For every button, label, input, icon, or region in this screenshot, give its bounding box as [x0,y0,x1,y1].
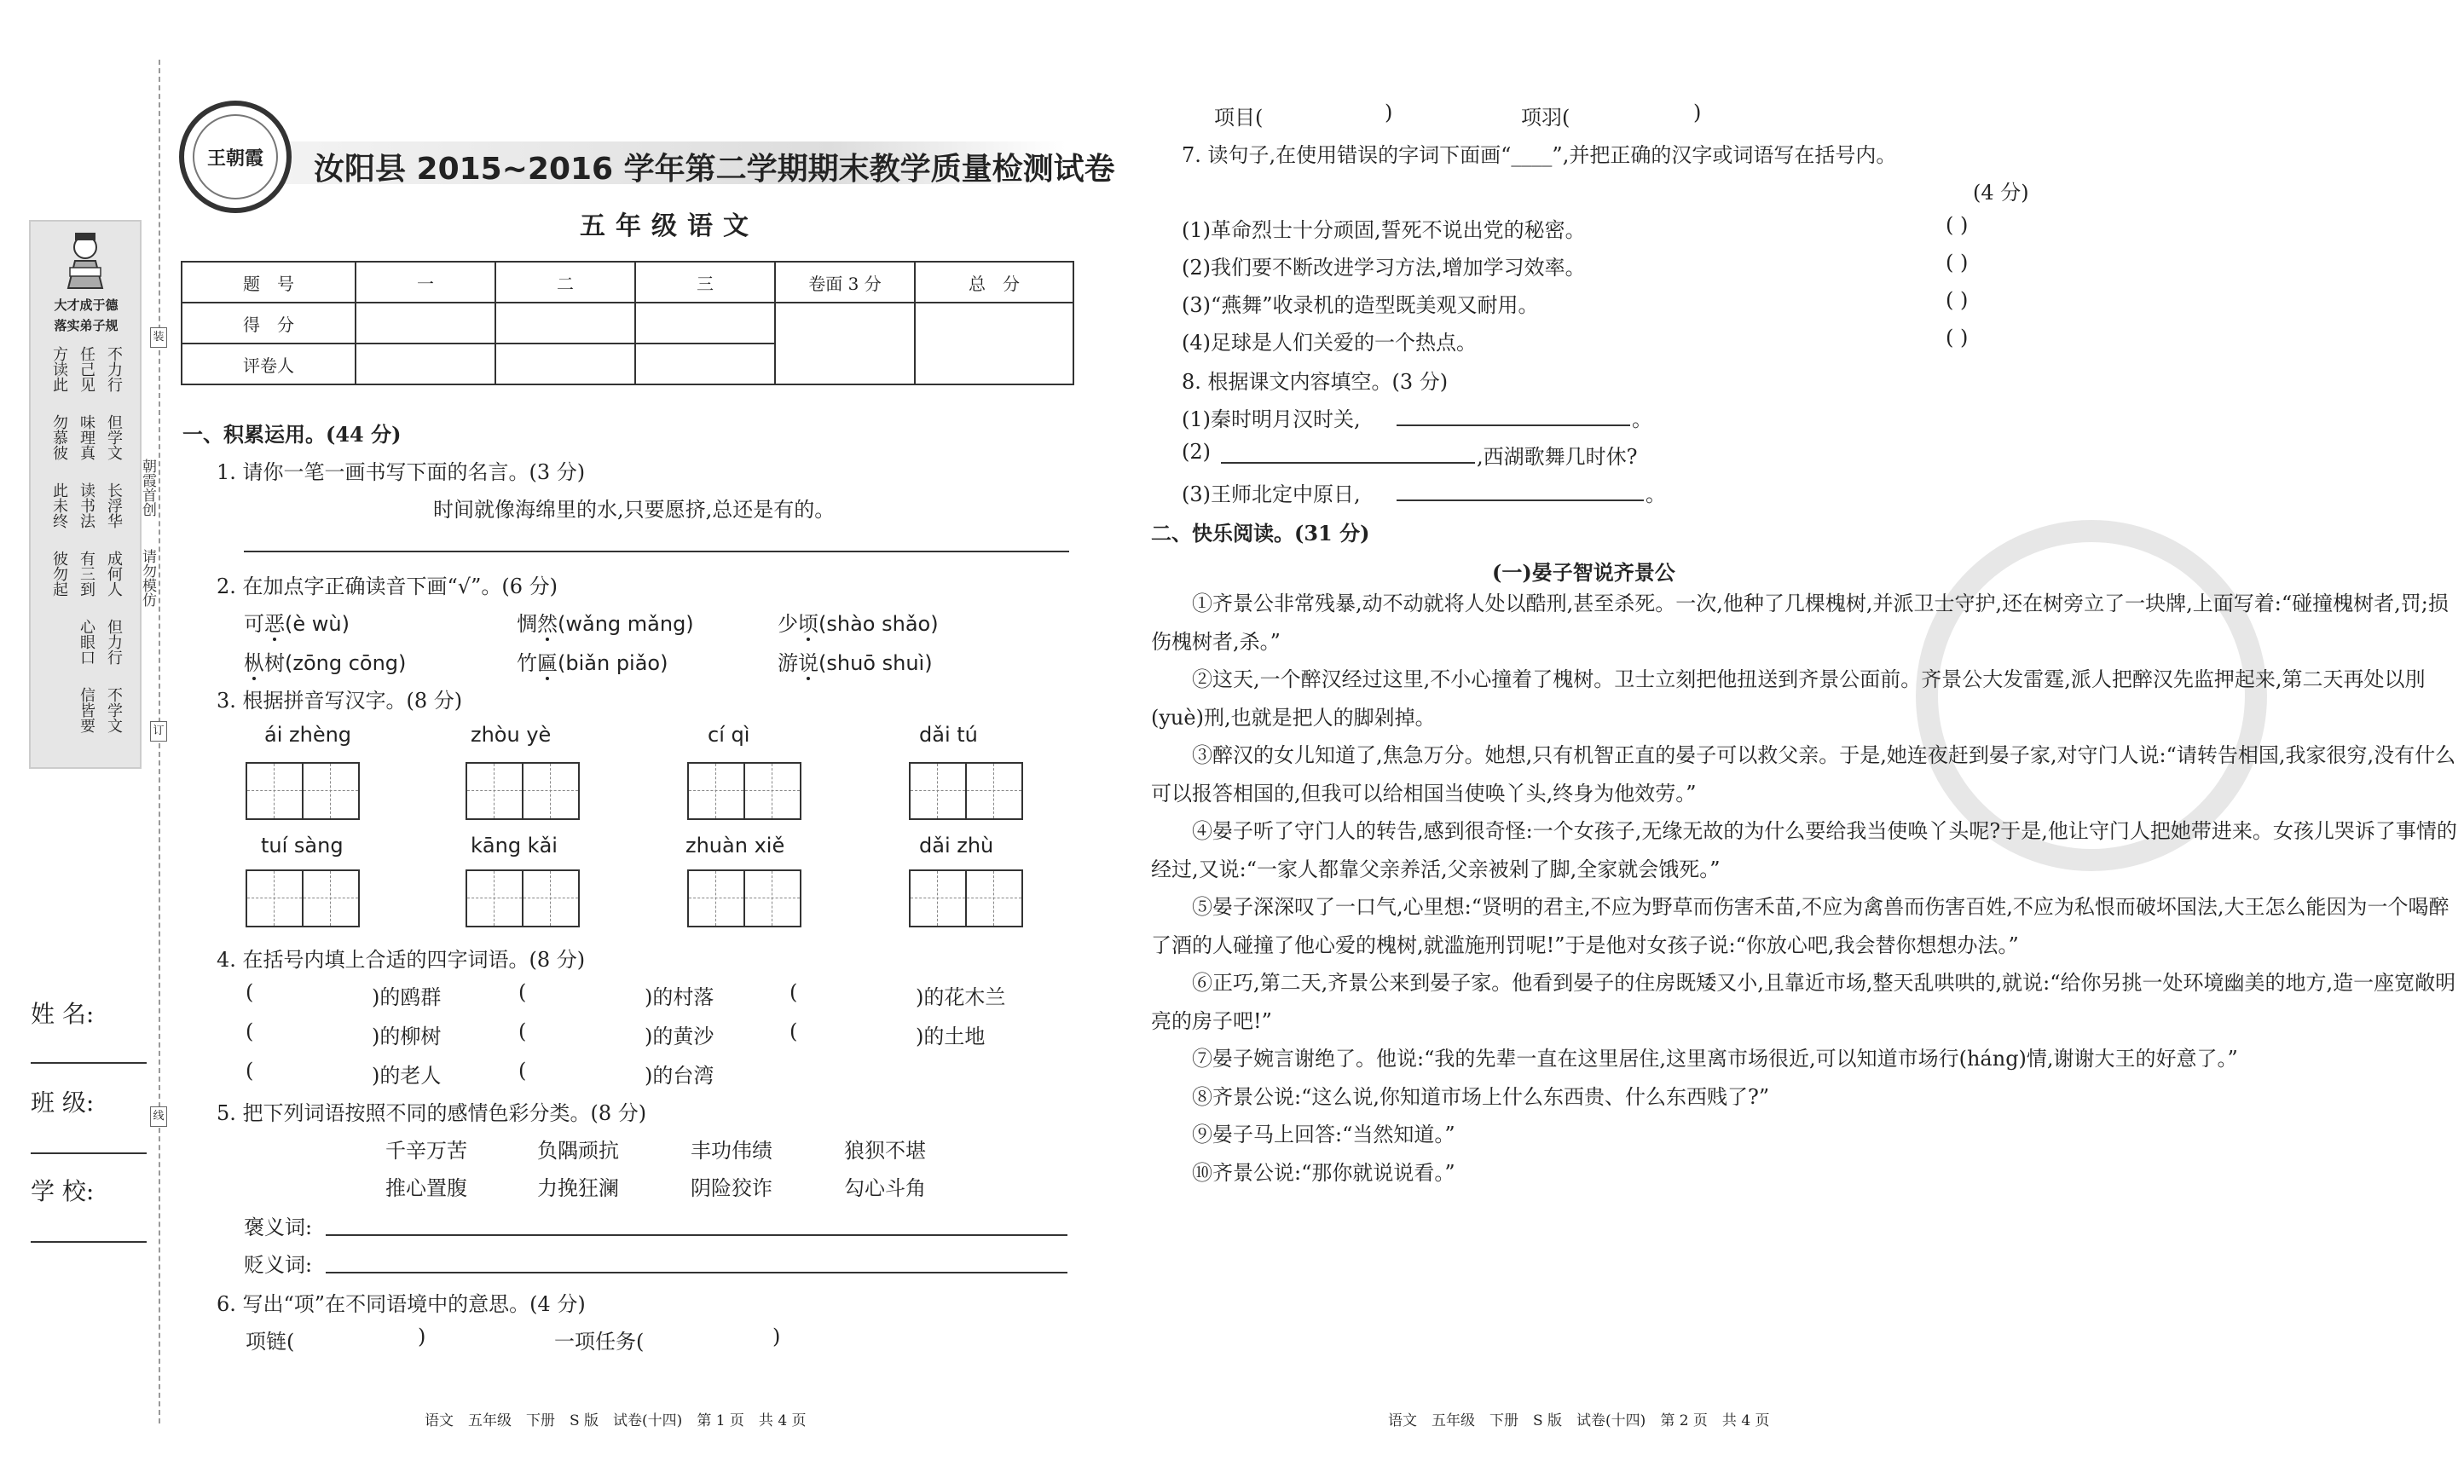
q3-writing-grid[interactable] [466,869,580,927]
class-label: 班 级: [31,1088,95,1117]
section-1-heading: 一、积累运用。(44 分) [182,422,402,447]
q3-writing-grid[interactable] [909,762,1023,820]
q4-item-gulls[interactable]: )的鸥群 [372,985,442,1009]
q3-writing-grid[interactable] [687,762,801,820]
passage-paragraph-9: ⑨晏子马上回答:“当然知道。” [1192,1123,1455,1146]
score-cell[interactable] [635,303,775,344]
q4-item-taiwan[interactable]: )的台湾 [645,1064,714,1088]
page-1-footer: 语文 五年级 下册 S 版 试卷(十四) 第 1 页 共 4 页 [425,1412,807,1429]
q6-item-project: 项目( [1214,106,1264,130]
q8-item-3: (3)王师北定中原日, [1182,482,1361,506]
q7-answer-paren[interactable]: ( ) [1946,326,1969,349]
q3-pinyin-3: cí qì [708,723,750,747]
q8-answer-line[interactable] [1397,424,1630,426]
score-cell-neatness[interactable] [775,303,915,384]
q8-item-2: (2) [1182,440,1211,464]
q5-word: 阴险狡诈 [691,1176,772,1200]
q4-open-paren: ( [246,980,254,1004]
score-cell[interactable] [495,303,635,344]
motto-strip [29,220,142,769]
q4-item-mulan[interactable]: )的花木兰 [916,985,1006,1009]
q5-derog-line[interactable] [326,1272,1067,1273]
question-1-quote: 时间就像海绵里的水,只要愿挤,总还是有的。 [433,498,836,522]
q7-item-3: (3)“燕舞”收录机的造型既美观又耐用。 [1182,293,1539,317]
vertical-note-2: 请勿模仿 [139,549,156,607]
q3-writing-grid[interactable] [909,869,1023,927]
exam-subtitle: 五年级语文 [580,211,759,241]
score-row-label: 得 分 [182,303,356,344]
q3-pinyin-2: zhòu yè [471,723,552,747]
question-5: 5. 把下列词语按照不同的感情色彩分类。(8 分) [217,1101,647,1125]
vertical-note-1: 朝霞首创 [139,459,156,517]
score-table [181,261,1074,385]
q3-pinyin-7: zhuàn xiě [685,834,785,857]
grader-cell[interactable] [635,344,775,384]
passage-paragraph-2: ②这天,一个醉汉经过这里,不小心撞着了槐树。卫士立刻把他扭送到齐景公面前。齐景公大发雷霆,派人把醉汉先监押起来,第二天再处以刖(yuè)刑,也就是把人的脚剁掉。 [1151,667,2426,730]
q4-open-paren: ( [518,1059,527,1083]
passage-paragraph-10: ⑩齐景公说:“那你就说说看。” [1192,1160,1455,1185]
q5-word: 千辛万苦 [385,1139,467,1163]
q5-praise-line[interactable] [326,1234,1067,1236]
q5-word: 负隅顽抗 [537,1139,619,1163]
question-2: 2. 在加点字正确读音下画“√”。(6 分) [217,575,558,598]
score-header-2: 二 [495,262,635,303]
binding-mark-2: 订 [150,721,167,742]
q8-item-1-end: 。 [1632,407,1652,431]
section-2-heading: 二、快乐阅读。(31 分) [1151,521,1370,546]
q2-item-2[interactable]: 惆然(wǎng mǎng) [517,612,694,636]
reading-passage [1151,585,2464,1192]
q7-item-1: (1)革命烈士十分顽固,誓死不说出党的秘密。 [1182,218,1586,242]
q3-writing-grid[interactable] [246,869,360,927]
q6-close-paren: ) [772,1325,781,1348]
q8-item-1: (1)秦时明月汉时关, [1182,407,1361,431]
school-line[interactable] [31,1241,147,1243]
q5-word: 狼狈不堪 [844,1139,926,1163]
q7-item-4: (4)足球是人们关爱的一个热点。 [1182,331,1477,355]
q6-item-xiangyu: 项羽( [1521,106,1570,130]
q6-close-paren: ) [1693,101,1702,124]
exam-title: 汝阳县 2015~2016 学年第二学期期末教学质量检测试卷 [314,152,1115,187]
q3-writing-grid[interactable] [687,869,801,927]
q2-item-5[interactable]: 竹匾(biǎn piǎo) [517,651,668,675]
q6-close-paren: ) [418,1325,426,1348]
grader-cell[interactable] [356,344,495,384]
score-cell[interactable] [356,303,495,344]
q4-open-paren: ( [518,980,527,1004]
q3-pinyin-5: tuí sàng [261,834,344,857]
q3-pinyin-6: kāng kǎi [471,834,558,857]
q6-item-task: 一项任务( [554,1330,645,1354]
q6-item-necklace: 项链( [246,1330,295,1354]
question-4: 4. 在括号内填上合适的四字词语。(8 分) [217,948,586,972]
q3-pinyin-8: dǎi zhù [919,834,994,857]
question-3: 3. 根据拼音写汉字。(8 分) [217,689,463,713]
q8-item-2-end: ,西湖歌舞几时休? [1477,445,1638,469]
q5-derog-label: 贬义词: [244,1253,313,1277]
question-1-answer-line[interactable] [244,551,1069,552]
name-line[interactable] [31,1062,147,1064]
binding-mark-1: 装 [150,327,167,348]
q5-word: 勾心斗角 [844,1176,926,1200]
question-7: 7. 读句子,在使用错误的字词下面画“____”,并把正确的汉字或词语写在括号内。 [1182,143,1897,167]
q4-item-elder[interactable]: )的老人 [372,1064,442,1088]
passage-paragraph-1: ①齐景公非常残暴,动不动就将人处以酷刑,甚至杀死。一次,他种了几棵槐树,并派卫士守护,还在树旁立了一块牌,上面写着:“碰撞槐树者,罚;损伤槐树者,杀。” [1151,592,2449,654]
page-2-footer: 语文 五年级 下册 S 版 试卷(十四) 第 2 页 共 4 页 [1388,1412,1770,1429]
q3-pinyin-1: ái zhèng [264,723,352,747]
question-1: 1. 请你一笔一画书写下面的名言。(3 分) [217,460,586,484]
q8-item-3-end: 。 [1646,482,1666,506]
q8-answer-line[interactable] [1221,462,1475,464]
passage-paragraph-7: ⑦晏子婉言谢绝了。他说:“我的先辈一直在这里居住,这里离市场很近,可以知道市场行(háng)情,谢谢大王的好意了。” [1192,1047,2238,1071]
q5-word: 丰功伟绩 [691,1139,772,1163]
q4-open-paren: ( [246,1019,254,1043]
grader-row-label: 评卷人 [182,344,356,384]
q3-writing-grid[interactable] [246,762,360,820]
q4-open-paren: ( [790,1019,798,1043]
name-label: 姓 名: [31,1000,95,1028]
score-header-1: 一 [356,262,495,303]
motto-line-1: 大才成于德 [54,297,119,313]
q8-answer-line[interactable] [1397,499,1644,501]
motto-line-2: 落实弟子规 [54,318,119,333]
q7-item-2: (2)我们要不断改进学习方法,增加学习效率。 [1182,256,1586,280]
q2-item-6[interactable]: 游说(shuō shuì) [778,651,933,675]
q7-answer-paren[interactable]: ( ) [1946,251,1969,274]
passage-paragraph-6: ⑥正巧,第二天,齐景公来到晏子家。他看到晏子的住房既矮又小,且靠近市场,整天乱哄哄的,就说:“给你另挑一处环境幽美的地方,造一座宽敞明亮的房子吧!” [1151,971,2456,1033]
passage-title: (一)晏子智说齐景公 [1492,560,1675,585]
score-header-neatness: 卷面 3 分 [775,262,915,303]
class-line[interactable] [31,1152,147,1154]
brand-logo [179,101,292,213]
q4-item-sand[interactable]: )的黄沙 [645,1025,714,1048]
q3-pinyin-4: dǎi tú [919,723,978,747]
passage-paragraph-4: ④晏子听了守门人的转告,感到很奇怪:一个女孩子,无缘无故的为什么要给我当使唤丫头呢?于是,他让守门人把她带进来。女孩儿哭诉了事情的经过,又说:“一家人都靠父亲养活,父亲被剁了脚,全家就会饿死。” [1151,819,2457,881]
q2-item-4[interactable]: 枞树(zōng cōng) [244,651,407,675]
q2-item-1[interactable]: 可恶(è wù) [244,612,350,636]
q7-answer-paren[interactable]: ( ) [1946,213,1969,237]
q5-word: 力挽狂澜 [537,1176,619,1200]
q4-item-village[interactable]: )的村落 [645,985,714,1009]
binding-mark-3: 线 [150,1106,167,1127]
score-header-total: 总 分 [915,262,1073,303]
q6-close-paren: ) [1385,101,1393,124]
rule-col-3: 不力行 但学文 长浮华 成何人 但力行 不学文 [105,346,123,733]
q4-item-willow[interactable]: )的柳树 [372,1025,442,1048]
q4-open-paren: ( [246,1059,254,1083]
q5-praise-label: 褒义词: [244,1215,313,1239]
q3-writing-grid[interactable] [466,762,580,820]
q2-item-3[interactable]: 少顷(shào shǎo) [778,612,939,636]
binding-dashed-line [159,60,160,1423]
rule-col-1: 方读此 勿慕彼 此未终 彼勿起 [50,346,68,597]
q5-word: 推心置腹 [385,1176,467,1200]
logo-text: 王朝霞 [193,114,278,199]
q4-open-paren: ( [518,1019,527,1043]
q4-item-land[interactable]: )的土地 [916,1025,986,1048]
strip-motto [39,295,133,336]
passage-paragraph-3: ③醉汉的女儿知道了,焦急万分。她想,只有机智正直的晏子可以救父亲。于是,她连夜赶到晏子家,对守门人说:“请转告相国,我家很穷,没有什么可以报答相国的,但我可以给相国当使唤丫头,终身为他效劳。” [1151,743,2456,806]
q4-open-paren: ( [790,980,798,1004]
child-illustration [58,230,113,290]
passage-paragraph-5: ⑤晏子深深叹了一口气,心里想:“贤明的君主,不应为野草而伤害禾苗,不应为禽兽而伤害百姓,不应为私恨而破坏国法,大王怎么能因为一个喝醉了酒的人碰撞了他心爱的槐树,就滥施刑罚呢!”于是他对女孩子说:“你放心吧,我会替你想想办法。” [1151,895,2450,957]
q7-score: (4 分) [1973,181,2029,205]
grader-cell[interactable] [495,344,635,384]
passage-paragraph-8: ⑧齐景公说:“这么说,你知道市场上什么东西贵、什么东西贱了?” [1192,1084,1770,1109]
question-8: 8. 根据课文内容填空。(3 分) [1182,370,1449,394]
question-6: 6. 写出“项”在不同语境中的意思。(4 分) [217,1292,586,1316]
score-cell-total[interactable] [915,303,1073,384]
score-header-item: 题 号 [182,262,356,303]
school-label: 学 校: [31,1177,95,1205]
q7-answer-paren[interactable]: ( ) [1946,288,1969,312]
rule-col-2: 任己见 味理真 读书法 有三到 心眼口 信皆要 [78,346,95,733]
score-header-3: 三 [635,262,775,303]
